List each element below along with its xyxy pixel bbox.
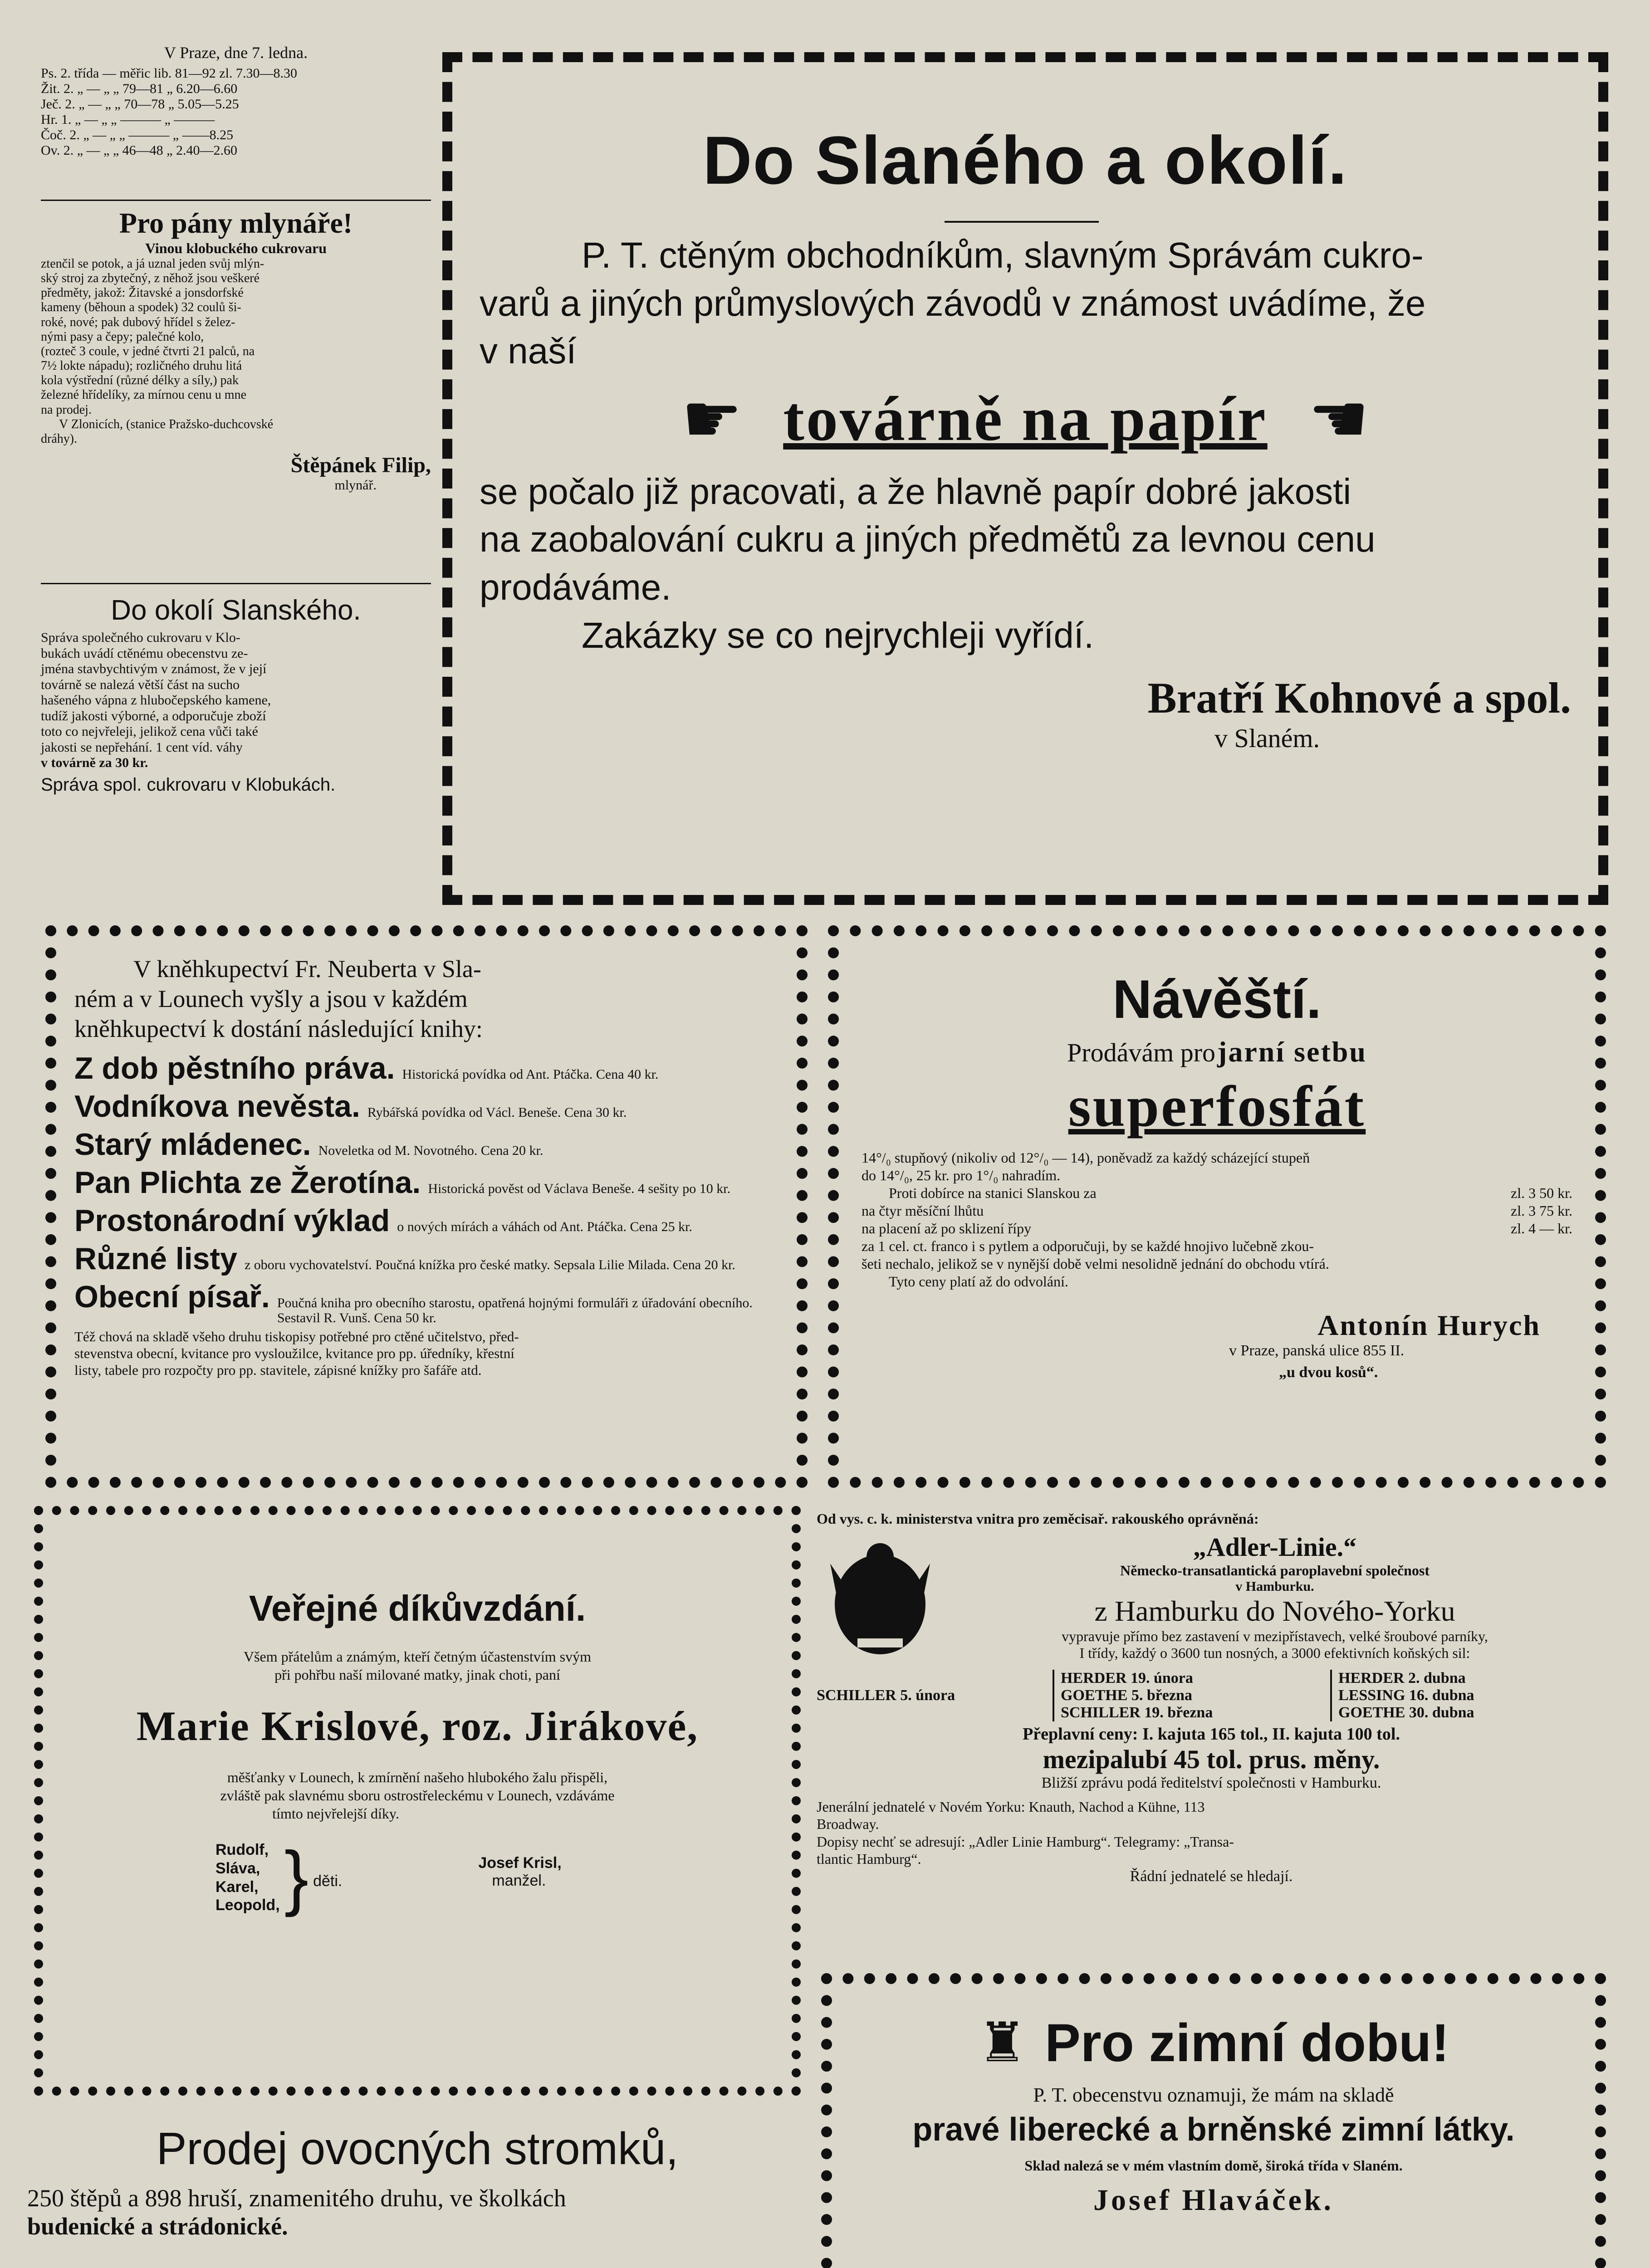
book-title: Prostonárodní výklad [74, 1203, 390, 1238]
winter-line2: pravé liberecké a brněnské zimní látky. [912, 2112, 1515, 2148]
trees-title: Prodej ovocných stromků, [156, 2123, 679, 2174]
eagle-icon [817, 1532, 944, 1668]
market-prices [41, 43, 431, 158]
millers-line: předměty, jakož: Žitavské a jonsdorfské [41, 286, 244, 300]
adler-route: z Hamburku do Nového-Yorku [1094, 1595, 1455, 1627]
fertilizer-line1a: Prodávám pro [1067, 1038, 1216, 1067]
klobuky-line: hašeného vápna z hlubočepského kamene, [41, 693, 271, 708]
klobuky-line: jakosti se nepřehání. 1 cent víd. váhy [41, 739, 243, 755]
thanks-after: tímto nejvřelejší díky. [272, 1805, 399, 1822]
klobuky-line: továrně se nalezá větší část na sucho [41, 677, 240, 692]
millers-line: V Zlonicích, (stanice Pražsko-duchcovské [59, 417, 274, 431]
paper-place: v Slaném. [1214, 723, 1320, 753]
book-desc: Historická pověst od Václava Beneše. 4 sešity po 10 kr. [428, 1181, 731, 1196]
schedule-right: GOETHE 30. dubna [1338, 1704, 1474, 1721]
adler-letters: Dopisy nechť se adresují: „Adler Linie Hamburg“. Telegramy: „Transa- [817, 1833, 1234, 1850]
book-item [74, 1165, 778, 1200]
books-intro: V kněhkupectví Fr. Neuberta v Sla- [133, 955, 481, 982]
klobuky-line: tudíž jakosti výborné, a odporučuje zboží [41, 708, 266, 723]
adler-note: Řádní jednatelé se hledají. [1130, 1867, 1293, 1885]
schedule-right: HERDER 2. dubna [1338, 1670, 1466, 1686]
child-name: Leopold, [215, 1897, 280, 1914]
divider [41, 583, 431, 584]
adler-desc: I třídy, každý o 3600 tun nosných, a 3000 efektivních koňských sil: [1079, 1644, 1470, 1661]
adler-name: „Adler-Linie.“ [1193, 1532, 1357, 1562]
book-title: Obecní písař. [74, 1279, 270, 1314]
price-row [862, 1202, 1572, 1220]
millers-line: Vinou klobuckého cukrovaru [145, 240, 327, 256]
winter-ad [821, 1973, 1606, 2268]
paper-factory-ad [442, 52, 1608, 905]
books-footer: stevenstva obecní, kvitance pro vysloužilce, kvitance pro pp. úředníky, křestní [74, 1345, 514, 1361]
millers-line: kameny (běhoun a spodek) 32 coulů ši- [41, 300, 241, 315]
schedule-mid: HERDER 19. února [1061, 1670, 1193, 1686]
schedule-right: LESSING 16. dubna [1338, 1687, 1474, 1704]
pointing-hand-left-icon: ☚ [1308, 381, 1370, 457]
millers-line: 7½ lokte nápadu); rozličného druhu litá [41, 359, 242, 373]
fertilizer-after: za 1 cel. ct. franco i s pytlem a odporučuji, by se každé hnojivo lučebně zkou- [862, 1238, 1314, 1255]
thanks-ad [34, 1506, 801, 2096]
millers-line: ztenčil se potok, a já uznal jeden svůj mlýn- [41, 256, 264, 271]
book-item [74, 1051, 778, 1086]
schedule-mid: SCHILLER 19. března [1061, 1704, 1213, 1721]
millers-line: nými pasy a čepy; palečné kolo, [41, 329, 204, 344]
paper-intro: P. T. ctěným obchodníkům, slavným Správám cukro- [582, 235, 1424, 275]
millers-line: kola výstřední (různé délky a síly,) pak [41, 373, 239, 388]
child-name: Karel, [215, 1878, 259, 1896]
thanks-after: zvláště pak slavnému sboru ostrostřeleckému v Lounech, vzdáváme [220, 1787, 615, 1804]
klobuky-signature: Správa spol. cukrovaru v Klobukách. [41, 774, 336, 795]
adler-agent: Jenerální jednatelé v Novém Yorku: Knauth, Nachod a Kühne, 113 [817, 1799, 1205, 1815]
millers-title: Pro pány mlynáře! [119, 207, 353, 239]
fertilizer-after: šeti nechalo, jelikož se v nynější době velmi nesolidně jednání do obchodu vtírá. [862, 1256, 1329, 1272]
pointing-hand-right-icon: ☛ [681, 381, 743, 457]
thanks-name: Marie Krislové, roz. Jirákové, [136, 1703, 699, 1749]
market-row: Ps. 2. třída — měřic lib. 81—92 zl. 7.30—8.30 [41, 66, 297, 81]
market-row: Hr. 1. „ — „ „ ——— „ ——— [41, 112, 215, 127]
book-title: Různé listy [74, 1241, 237, 1276]
child-name: Sláva, [215, 1859, 260, 1877]
fertilizer-after: Tyto ceny platí až do odvolání. [889, 1273, 1068, 1290]
book-desc: Poučná kniha pro obecního starostu, opatřená hojnými formuláři z úřadování obecního. Sestavil R. Vunš. Cena 50 kr. [277, 1295, 753, 1325]
book-title: Pan Plichta ze Žerotína. [74, 1165, 421, 1200]
fertilizer-shop: „u dvou kosů“. [1279, 1364, 1378, 1381]
book-desc: Rybářská povídka od Václ. Beneše. Cena 30 kr. [367, 1105, 627, 1120]
schedule-left: SCHILLER 5. února [817, 1687, 955, 1704]
adler-desc: vypravuje přímo bez zastavení v mezipřístavech, velké šroubové parníky, [1062, 1628, 1488, 1644]
fertilizer-title: Návěští. [1112, 969, 1322, 1030]
book-item [74, 1279, 778, 1325]
paper-body: prodáváme. [480, 567, 671, 607]
millers-line: roké, nové; pak dubový hřídel s želez- [41, 315, 235, 329]
paper-body: se počalo již pracovati, a že hlavně papír dobré jakosti [480, 471, 1351, 512]
millers-signature: Štěpánek Filip, [290, 453, 431, 478]
price-label: na čtyr měsíční lhůtu [862, 1202, 984, 1219]
fertilizer-body: do 14°/₀, 25 kr. pro 1°/₀ nahradím. [862, 1167, 1061, 1184]
adler-letters: tlantic Hamburg“. [817, 1851, 921, 1867]
trees-line: 250 štěpů a 898 hruší, znamenitého druhu, ve školkách [27, 2185, 566, 2212]
millers-line: železné hřídelíky, za mírnou cenu u mne [41, 388, 246, 402]
thanks-title: Veřejné díkůvzdání. [249, 1588, 586, 1628]
books-footer: listy, tabele pro rozpočty pro pp. stavitele, zápisné knížky pro šafáře atd. [74, 1362, 482, 1378]
paper-body: na zaobalování cukru a jiných předmětů za levnou cenu [480, 519, 1376, 560]
books-intro: ném a v Lounech vyšly a jsou v každém [74, 985, 468, 1012]
market-header: V Praze, dne 7. ledna. [164, 44, 308, 62]
klobuky-line: toto co nejvřeleji, jelikož cena vůči také [41, 724, 258, 739]
market-row: Ov. 2. „ — „ „ 46—48 „ 2.40—2.60 [41, 143, 237, 158]
millers-line: na prodej. [41, 402, 92, 417]
paper-headline: továrně na papír [783, 384, 1268, 455]
winter-line3: Sklad nalezá se v mém vlastním domě, široká třída v Slaném. [1024, 2157, 1403, 2174]
adler-steerage: mezipalubí 45 tol. prus. měny. [1043, 1745, 1380, 1774]
price-value: zl. 3 75 kr. [1511, 1202, 1572, 1219]
children-list [215, 1841, 280, 1915]
book-item [74, 1241, 778, 1276]
divider [41, 200, 431, 201]
trees-line: budenické a strádonické. [27, 2213, 288, 2240]
fertilizer-address: v Praze, panská ulice 855 II. [1229, 1342, 1405, 1359]
adler-fares: Přeplavní ceny: I. kajuta 165 tol., II. kajuta 100 tol. [1023, 1725, 1400, 1744]
market-row: Čoč. 2. „ — „ „ ——— „ ——8.25 [41, 127, 234, 142]
adler-agent: Broadway. [817, 1816, 879, 1833]
trees-ad [27, 2123, 808, 2240]
book-item [74, 1127, 778, 1162]
price-row [862, 1184, 1572, 1202]
children-brace: } [284, 1836, 309, 1917]
winter-title: Pro zimní dobu! [1045, 2013, 1449, 2073]
thanks-after: měšťanky v Lounech, k zmírnění našeho hlubokého žalu přispěli, [227, 1769, 608, 1785]
book-item [74, 1203, 778, 1238]
books-intro: kněhkupectví k dostání následující knihy: [74, 1015, 483, 1042]
book-title: Vodníkova nevěsta. [74, 1089, 360, 1124]
husband-name: Josef Krisl, [478, 1854, 562, 1872]
paper-intro: varů a jiných průmyslových závodů v známost uvádíme, že [480, 283, 1426, 323]
fertilizer-signature: Antonín Hurych [1317, 1309, 1541, 1342]
millers-line: (rozteč 3 coule, v jedné čtvrti 21 palců, na [41, 344, 255, 358]
book-title: Starý mládenec. [74, 1127, 311, 1162]
klobuky-ad [41, 594, 431, 795]
adler-top: Od vys. c. k. ministerstva vnitra pro zeměcisař. rakouského oprávněná: [817, 1510, 1259, 1527]
millers-ad [41, 206, 431, 493]
books-ad [45, 925, 808, 1488]
book-desc: Historická povídka od Ant. Ptáčka. Cena 40 kr. [402, 1066, 659, 1082]
books-footer: Též chová na skladě všeho druhu tiskopisy potřebné pro ctěné učitelstvo, před- [74, 1328, 519, 1344]
winter-signature: Josef Hlaváček. [1093, 2184, 1334, 2217]
book-desc: z oboru vychovatelství. Poučná knížka pro české matky. Sepsala Lilie Milada. Cena 20 kr. [244, 1257, 735, 1272]
adler-sub2: v Hamburku. [1235, 1579, 1314, 1594]
price-label: Proti dobírce na stanici Slanskou za [889, 1185, 1097, 1202]
klobuky-line: Správa společného cukrovaru v Klo- [41, 630, 240, 645]
market-row: Žit. 2. „ — „ „ 79—81 „ 6.20—6.60 [41, 81, 238, 96]
klobuky-line: jména stavbychtivým v známost, že v její [41, 661, 267, 676]
fertilizer-body: 14°/₀ stupňový (nikoliv od 12°/₀ — 14), poněvadž za každý scházející stupeň [862, 1149, 1310, 1166]
book-title: Z dob pěstního práva. [74, 1051, 395, 1085]
adler-sub1: Německo-transatlantická paroplavební společnost [1120, 1562, 1430, 1579]
winter-line1: P. T. obecenstvu oznamuji, že mám na skladě [1033, 2084, 1394, 2106]
millers-line: ský stroj za zbytečný, z něhož jsou veškeré [41, 271, 260, 285]
fertilizer-line1b: jarní setbu [1217, 1036, 1367, 1068]
lions-crest-icon: ♜ [978, 2013, 1027, 2073]
market-row: Ječ. 2. „ — „ „ 70—78 „ 5.05—5.25 [41, 97, 239, 112]
thanks-body: při pohřbu naší milované matky, jinak choti, paní [274, 1667, 560, 1683]
klobuky-title: Do okolí Slanského. [111, 595, 361, 626]
title-rule [945, 221, 1099, 223]
price-label: na placení až po sklizení řípy [862, 1220, 1032, 1237]
fertilizer-ad [828, 925, 1606, 1488]
adler-ad [817, 1510, 1606, 1885]
price-value: zl. 4 — kr. [1511, 1220, 1572, 1237]
price-row [862, 1220, 1572, 1237]
schedule-mid: GOETHE 5. března [1061, 1687, 1192, 1704]
child-name: Rudolf, [215, 1841, 269, 1858]
book-desc: Noveletka od M. Novotného. Cena 20 kr. [318, 1143, 543, 1158]
paper-signature: Bratří Kohnové a spol. [1147, 674, 1571, 723]
children-label: děti. [313, 1872, 343, 1890]
adler-info: Bližší zprávu podá ředitelství společnosti v Hamburku. [1041, 1774, 1381, 1791]
millers-line: dráhy). [41, 432, 78, 446]
thanks-body: Všem přátelům a známým, kteří četným účastenstvím svým [243, 1648, 592, 1665]
millers-role: mlynář. [334, 478, 377, 493]
price-value: zl. 3 50 kr. [1511, 1185, 1572, 1202]
klobuky-line: bukách uvádí ctěnému obecenstvu ze- [41, 645, 248, 661]
husband-role: manžel. [492, 1872, 546, 1889]
paper-intro: v naší [480, 331, 577, 371]
klobuky-line: v továrně za 30 kr. [41, 755, 148, 770]
book-desc: o nových mírách a váhách od Ant. Ptáčka. Cena 25 kr. [397, 1219, 692, 1234]
paper-title: Do Slaného a okolí. [703, 122, 1348, 198]
paper-closing: Zakázky se co nejrychleji vyřídí. [582, 615, 1094, 655]
fertilizer-headline: superfosfát [1068, 1074, 1366, 1139]
book-item [74, 1089, 778, 1124]
